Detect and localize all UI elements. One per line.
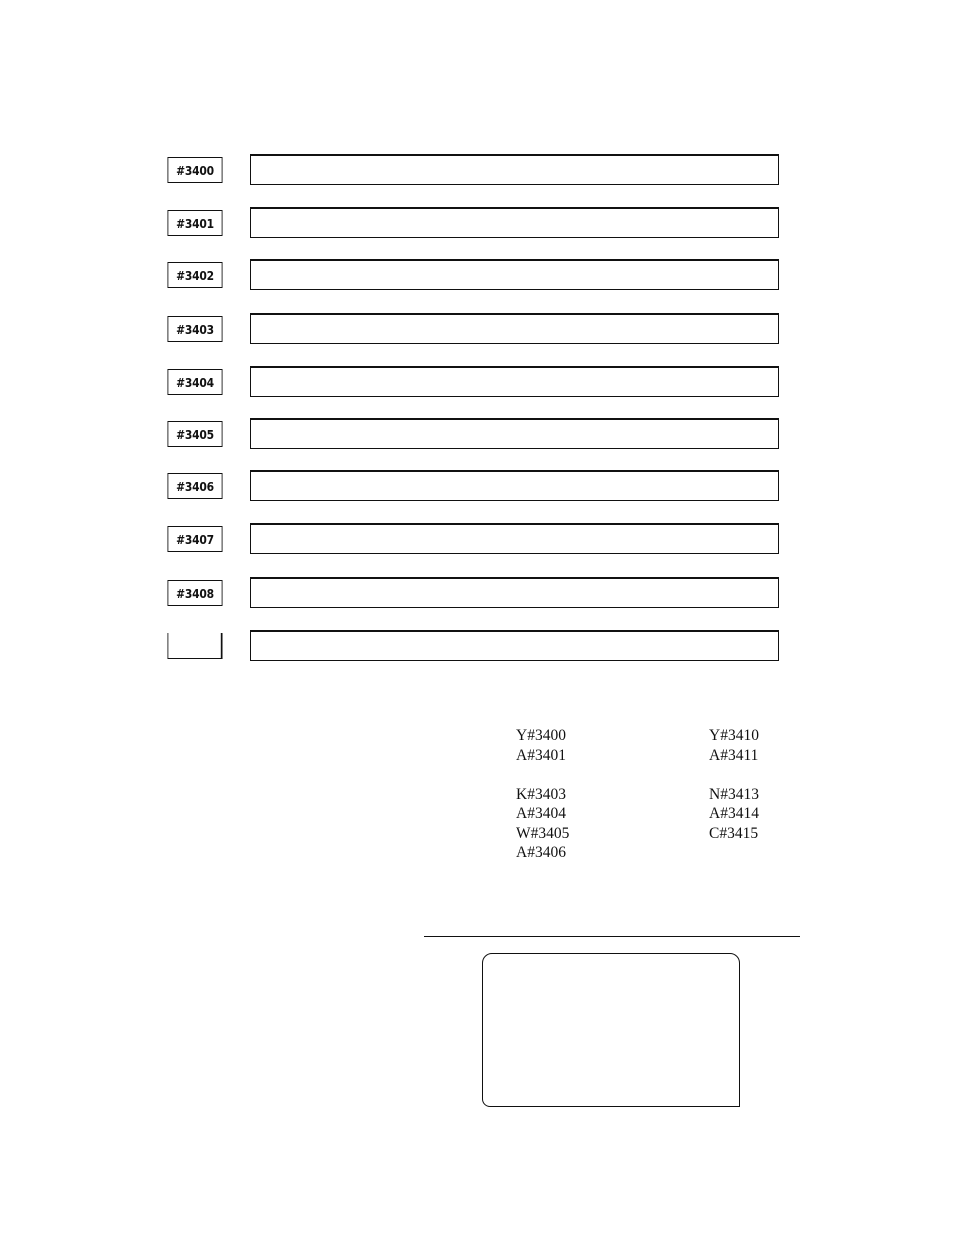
parameter-label: #3400 — [167, 157, 222, 183]
parameter-label: #3406 — [167, 473, 222, 499]
code-entry: N#3413 — [709, 785, 759, 803]
code-column-left — [516, 726, 569, 863]
horizontal-divider — [424, 936, 800, 937]
parameter-row-3403 — [0, 313, 954, 347]
parameter-field[interactable] — [250, 259, 779, 290]
parameter-field[interactable] — [250, 154, 779, 185]
code-entry: A#3401 — [516, 746, 566, 764]
code-entry — [709, 765, 759, 785]
parameter-field[interactable] — [250, 366, 779, 397]
code-entry: Y#3410 — [709, 727, 759, 744]
parameter-label: #3403 — [167, 316, 222, 342]
code-column-right — [709, 726, 759, 843]
code-entry: A#3411 — [709, 746, 759, 764]
parameter-row-3400 — [0, 154, 954, 188]
parameter-row-3406 — [0, 470, 954, 504]
parameter-label: #3407 — [167, 526, 222, 552]
parameter-label: #3404 — [167, 369, 222, 395]
code-entry: K#3403 — [516, 785, 566, 803]
parameter-row-blank — [0, 630, 954, 664]
parameter-field[interactable] — [250, 470, 779, 501]
parameter-field[interactable] — [250, 418, 779, 449]
parameter-field[interactable] — [250, 313, 779, 344]
code-entry: A#3404 — [516, 805, 566, 822]
code-entry: W#3405 — [516, 824, 570, 842]
code-entry: A#3414 — [709, 805, 759, 822]
parameter-label — [167, 633, 222, 659]
parameter-row-3402 — [0, 259, 954, 293]
parameter-row-3401 — [0, 207, 954, 241]
parameter-row-3405 — [0, 418, 954, 452]
parameter-row-3404 — [0, 366, 954, 400]
parameter-label: #3401 — [167, 210, 222, 236]
parameter-field[interactable] — [250, 523, 779, 554]
parameter-label: #3405 — [167, 421, 222, 447]
code-entry: A#3406 — [516, 844, 566, 861]
parameter-field[interactable] — [250, 630, 779, 661]
code-entry: C#3415 — [709, 824, 759, 842]
code-entry: Y#3400 — [516, 727, 566, 744]
parameter-field[interactable] — [250, 577, 779, 608]
parameter-field[interactable] — [250, 207, 779, 238]
display-screen-frame — [482, 953, 740, 1107]
parameter-label: #3402 — [167, 262, 222, 288]
parameter-row-3407 — [0, 523, 954, 557]
parameter-label: #3408 — [167, 580, 222, 606]
parameter-row-3408 — [0, 577, 954, 611]
code-entry — [516, 765, 569, 785]
